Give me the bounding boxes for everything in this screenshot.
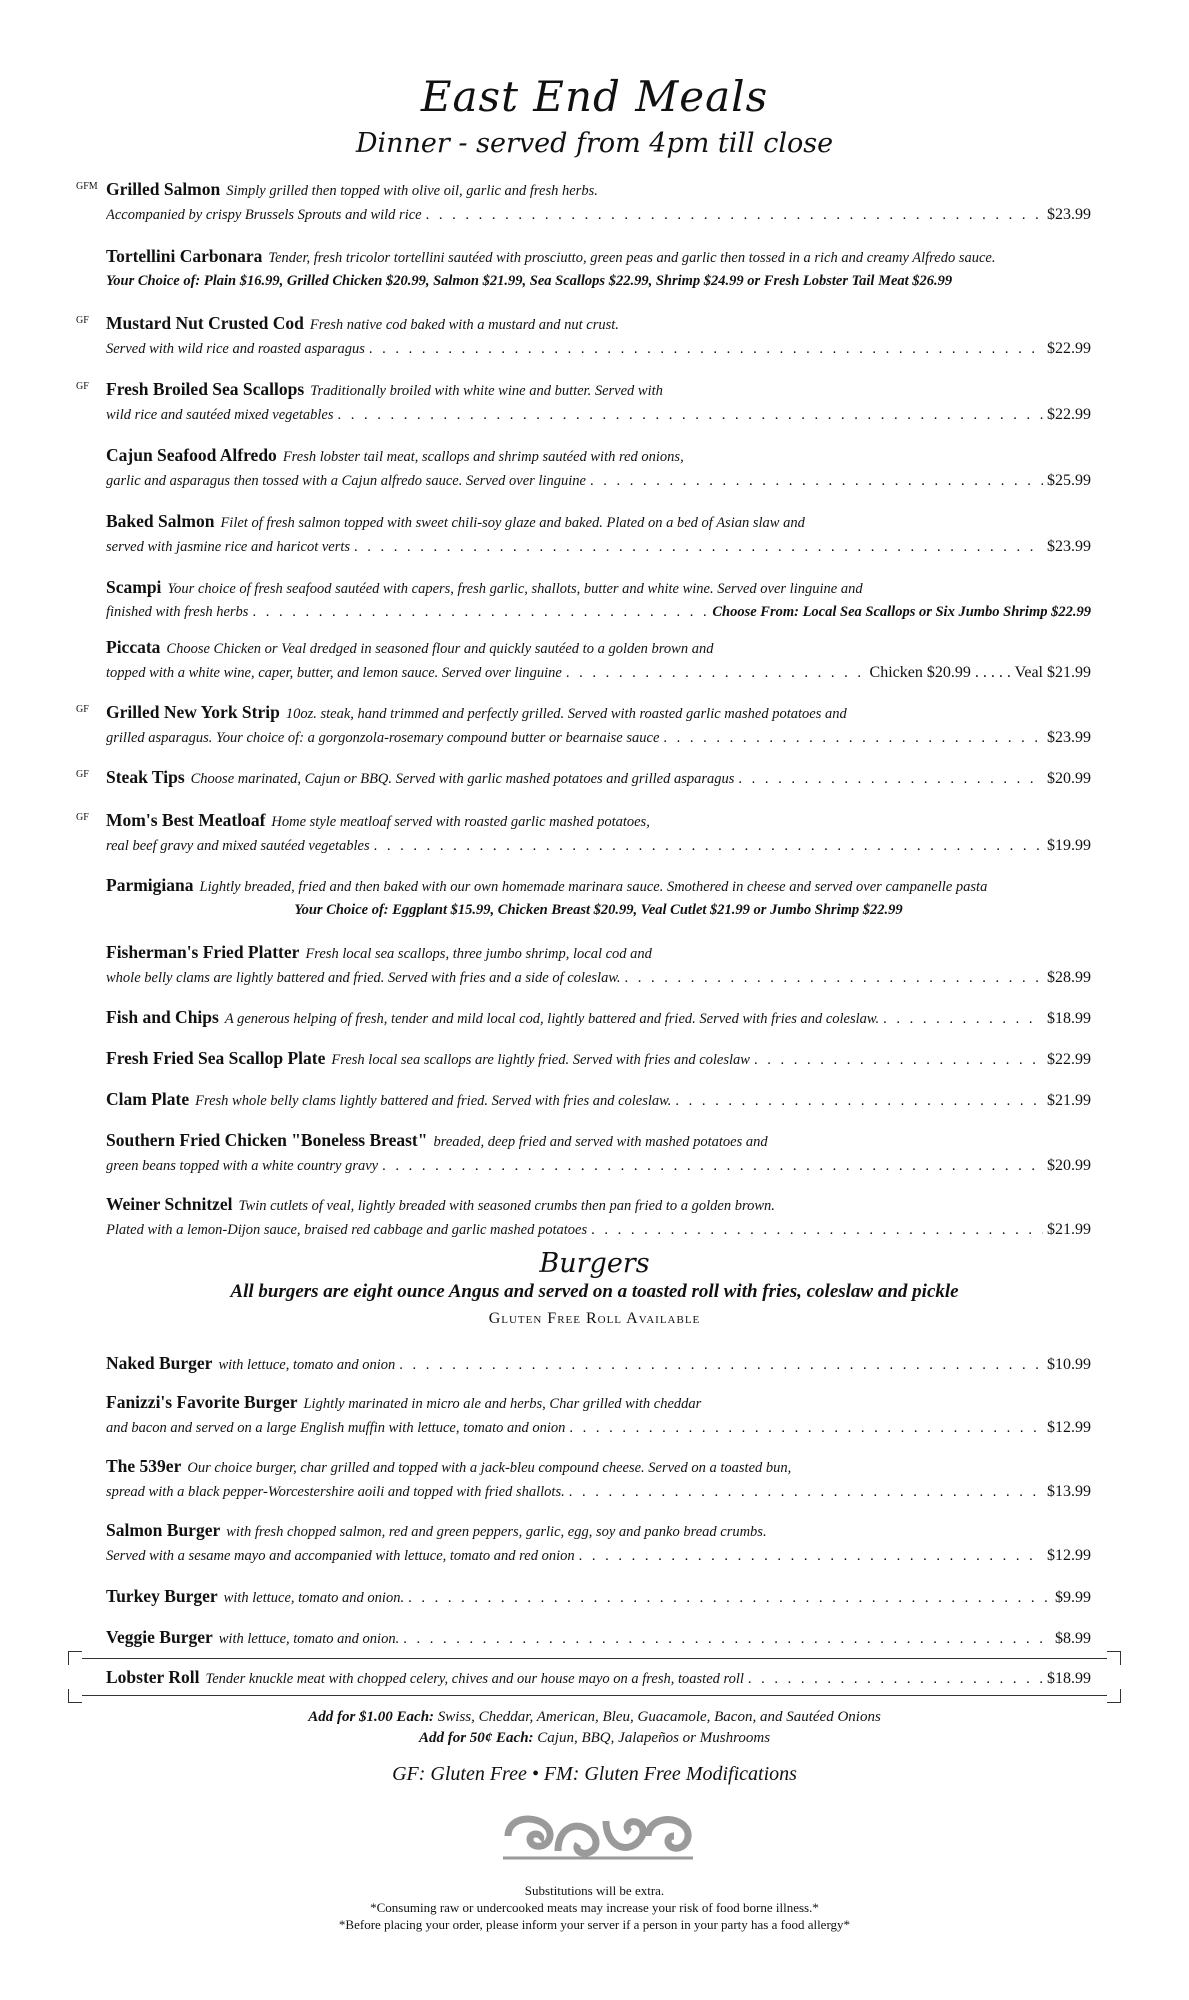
item-price: $12.99 — [1047, 1419, 1091, 1436]
item-name: Grilled Salmon — [106, 179, 221, 199]
dietary-tag: GF — [76, 769, 89, 780]
item-description: Our choice burger, char grilled and topped with a jack-bleu compound cheese. Served on a toasted bun, — [187, 1460, 792, 1476]
item-description: Traditionally broiled with white wine and butter. Served with — [310, 383, 663, 399]
menu-subtitle: Dinner - served from 4pm till close — [355, 128, 834, 159]
leader-dots — [399, 1354, 1043, 1377]
item-price: $23.99 — [1047, 206, 1091, 223]
menu-item — [76, 178, 1091, 227]
item-description: wild rice and sautéed mixed vegetables — [106, 407, 334, 423]
menu-item — [106, 636, 1091, 685]
addons-line-1 — [0, 1707, 1189, 1728]
item-price: Chicken $20.99 . . . . . Veal $21.99 — [869, 664, 1091, 681]
leader-dots — [338, 404, 1043, 427]
item-description: spread with a black pepper-Worcestershire aoili and topped with fried shallots. — [106, 1484, 565, 1500]
item-description: served with jasmine rice and haricot verts — [106, 539, 351, 555]
item-description: Choose marinated, Cajun or BBQ. Served with garlic mashed potatoes and grilled asparagus — [190, 771, 735, 787]
item-name: Veggie Burger — [106, 1627, 213, 1647]
item-description: Twin cutlets of veal, lightly breaded with seasoned crumbs then pan fried to a golden brown. — [238, 1198, 775, 1214]
menu-item — [76, 312, 1091, 361]
addon-options: Cajun, BBQ, Jalapeños or Mushrooms — [537, 1730, 771, 1746]
item-choices: Your Choice of: Eggplant $15.99, Chicken Breast $20.99, Veal Cutlet $21.99 or Jumbo Shrimp $22.99 — [294, 902, 903, 918]
leader-dots — [382, 1155, 1043, 1178]
item-name: Turkey Burger — [106, 1586, 218, 1606]
substitutions-note: Substitutions will be extra. — [524, 1883, 665, 1898]
item-price: $22.99 — [1047, 340, 1091, 357]
item-description: and bacon and served on a large English muffin with lettuce, tomato and onion — [106, 1420, 566, 1436]
item-description: whole belly clams are lightly battered and fried. Served with fries and a side of coleslaw. — [106, 970, 621, 986]
item-price: $20.99 — [1047, 1157, 1091, 1174]
leader-dots — [675, 1090, 1043, 1113]
dietary-tag: GF — [76, 704, 89, 715]
gluten-free-roll-note: Gluten Free Roll Available — [488, 1310, 701, 1327]
menu-item — [106, 245, 1091, 293]
item-name: Piccata — [106, 637, 161, 657]
item-description: Lightly breaded, fried and then baked with our own homemade marinara sauce. Smothered in cheese and served over campanelle pasta — [199, 879, 988, 895]
leader-dots — [625, 967, 1043, 990]
item-price: $10.99 — [1047, 1356, 1091, 1373]
item-name: Fisherman's Fried Platter — [106, 942, 300, 962]
leader-dots — [883, 1008, 1043, 1031]
item-name: Mom's Best Meatloaf — [106, 810, 266, 830]
leader-dots — [663, 727, 1043, 750]
frame-corner — [1107, 1689, 1121, 1703]
item-description: Simply grilled then topped with olive oil, garlic and fresh herbs. — [226, 183, 598, 199]
item-price: $9.99 — [1055, 1589, 1091, 1606]
leader-dots — [569, 1481, 1043, 1504]
item-name: Baked Salmon — [106, 511, 215, 531]
item-price: $12.99 — [1047, 1547, 1091, 1564]
item-price: $28.99 — [1047, 969, 1091, 986]
item-name: Scampi — [106, 577, 162, 597]
menu-item — [106, 1006, 1091, 1031]
item-description: with lettuce, tomato and onion. — [218, 1631, 400, 1647]
menu-title: East End Meals — [420, 72, 769, 121]
item-name: Fanizzi's Favorite Burger — [106, 1392, 298, 1412]
menu-item — [106, 576, 1091, 624]
burgers-subtitle: All burgers are eight ounce Angus and served on a toasted roll with fries, coleslaw and pickle — [230, 1281, 959, 1302]
item-name: Weiner Schnitzel — [106, 1194, 233, 1214]
item-description: garlic and asparagus then tossed with a Cajun alfredo sauce. Served over linguine — [106, 473, 586, 489]
item-description: with lettuce, tomato and onion. — [223, 1590, 405, 1606]
item-name: The 539er — [106, 1456, 182, 1476]
item-description: grilled asparagus. Your choice of: a gorgonzola-rosemary compound butter or bearnaise sauce — [106, 730, 660, 746]
frame-corner — [68, 1689, 82, 1703]
addon-label: Add for $1.00 Each: — [308, 1709, 435, 1725]
menu-item — [106, 1455, 1091, 1504]
item-description: Fresh local sea scallops, three jumbo shrimp, local cod and — [305, 946, 652, 962]
item-description: Tender knuckle meat with chopped celery, chives and our house mayo on a fresh, toasted roll — [205, 1671, 744, 1687]
dietary-tag: GF — [76, 381, 89, 392]
menu-item — [76, 378, 1091, 427]
leader-dots — [748, 1668, 1043, 1691]
item-price: $18.99 — [1047, 1670, 1091, 1687]
menu-item — [106, 510, 1091, 559]
item-description: Home style meatloaf served with roasted garlic mashed potatoes, — [271, 814, 650, 830]
item-description: with fresh chopped salmon, red and green peppers, garlic, egg, soy and panko bread crumbs. — [226, 1524, 767, 1540]
item-name: Clam Plate — [106, 1089, 190, 1109]
item-name: Southern Fried Chicken "Boneless Breast" — [106, 1130, 428, 1150]
item-name: Parmigiana — [106, 875, 194, 895]
addons-line-2 — [0, 1728, 1189, 1749]
item-description: Tender, fresh tricolor tortellini sautéed with prosciutto, green peas and garlic then tossed in a rich and creamy Alfredo sauce. — [268, 250, 996, 266]
leader-dots — [403, 1628, 1051, 1651]
menu-item — [106, 1047, 1091, 1072]
item-price: Choose From: Local Sea Scallops or Six Jumbo Shrimp $22.99 — [712, 604, 1091, 620]
frame-corner — [1107, 1651, 1121, 1665]
item-description: Served with wild rice and roasted asparagus — [106, 341, 365, 357]
item-price: $18.99 — [1047, 1010, 1091, 1027]
item-name: Mustard Nut Crusted Cod — [106, 313, 304, 333]
item-description: Accompanied by crispy Brussels Sprouts and wild rice — [106, 207, 422, 223]
decorative-ornament — [498, 1806, 698, 1866]
addon-options: Swiss, Cheddar, American, Bleu, Guacamole, Bacon, and Sautéed Onions — [437, 1709, 881, 1725]
item-price: $23.99 — [1047, 538, 1091, 555]
item-name: Grilled New York Strip — [106, 702, 280, 722]
item-description: with lettuce, tomato and onion — [218, 1357, 396, 1373]
leader-dots — [408, 1587, 1051, 1610]
leader-dots — [426, 204, 1043, 227]
leader-dots — [754, 1049, 1043, 1072]
item-name: Salmon Burger — [106, 1520, 221, 1540]
burgers-heading: Burgers — [539, 1248, 650, 1279]
menu-item — [106, 941, 1091, 990]
leader-dots — [252, 601, 708, 624]
leader-dots — [569, 1417, 1043, 1440]
item-description: 10oz. steak, hand trimmed and perfectly grilled. Served with roasted garlic mashed potatoes and — [285, 706, 847, 722]
menu-item — [106, 1129, 1091, 1178]
dietary-legend: GF: Gluten Free • FM: Gluten Free Modifications — [392, 1763, 797, 1785]
item-price: $8.99 — [1055, 1630, 1091, 1647]
leader-dots — [590, 470, 1043, 493]
item-name: Fresh Fried Sea Scallop Plate — [106, 1048, 326, 1068]
menu-item — [106, 1088, 1091, 1113]
item-description: Fresh native cod baked with a mustard and nut crust. — [309, 317, 619, 333]
menu-item — [106, 444, 1091, 493]
dietary-tag: GF — [76, 812, 89, 823]
food-safety-warning: *Consuming raw or undercooked meats may increase your risk of food borne illness.* — [370, 1900, 819, 1915]
item-description: Fresh lobster tail meat, scallops and shrimp sautéed with red onions, — [282, 449, 684, 465]
item-name: Fish and Chips — [106, 1007, 219, 1027]
item-price: $20.99 — [1047, 770, 1091, 787]
leader-dots — [566, 662, 866, 685]
item-description: Filet of fresh salmon topped with sweet chili-soy glaze and baked. Plated on a bed of Asian slaw and — [220, 515, 805, 531]
item-description: finished with fresh herbs — [106, 604, 249, 620]
leader-dots — [591, 1219, 1043, 1242]
item-description: A generous helping of fresh, tender and mild local cod, lightly battered and fried. Served with fries and coleslaw. — [224, 1011, 880, 1027]
leader-dots — [374, 835, 1043, 858]
menu-item — [106, 1193, 1091, 1242]
item-name: Cajun Seafood Alfredo — [106, 445, 277, 465]
menu-item — [106, 874, 1091, 922]
item-description: Lightly marinated in micro ale and herbs, Char grilled with cheddar — [303, 1396, 702, 1412]
item-price: $25.99 — [1047, 472, 1091, 489]
leader-dots — [579, 1545, 1043, 1568]
menu-item — [76, 766, 1091, 791]
item-price: $23.99 — [1047, 729, 1091, 746]
item-price: $21.99 — [1047, 1221, 1091, 1238]
item-description: Fresh local sea scallops are lightly fried. Served with fries and coleslaw — [331, 1052, 750, 1068]
item-price: $21.99 — [1047, 1092, 1091, 1109]
item-description: Plated with a lemon-Dijon sauce, braised red cabbage and garlic mashed potatoes — [106, 1222, 588, 1238]
addon-label: Add for 50¢ Each: — [418, 1730, 534, 1746]
allergy-notice: *Before placing your order, please inform your server if a person in your party has a food allergy* — [338, 1917, 851, 1932]
leader-dots — [354, 536, 1043, 559]
item-price: $13.99 — [1047, 1483, 1091, 1500]
menu-item — [76, 701, 1091, 750]
item-name: Fresh Broiled Sea Scallops — [106, 379, 305, 399]
item-choices: Your Choice of: Plain $16.99, Grilled Chicken $20.99, Salmon $21.99, Sea Scallops $22.99, Shrimp $24.99 or Fresh Lobster Tail Meat $26.99 — [106, 273, 953, 289]
menu-item — [106, 1666, 1091, 1691]
dietary-tag: GF — [76, 315, 89, 326]
item-name: Steak Tips — [106, 767, 185, 787]
dietary-tag: GFM — [76, 181, 98, 192]
item-description: Choose Chicken or Veal dredged in seasoned flour and quickly sautéed to a golden brown and — [166, 641, 714, 657]
item-description: green beans topped with a white country gravy — [106, 1158, 379, 1174]
menu-item — [106, 1519, 1091, 1568]
menu-item — [106, 1626, 1091, 1651]
item-name: Tortellini Carbonara — [106, 246, 263, 266]
item-price: $22.99 — [1047, 406, 1091, 423]
frame-corner — [68, 1651, 82, 1665]
item-description: topped with a white wine, caper, butter, and lemon sauce. Served over linguine — [106, 665, 562, 681]
leader-dots — [369, 338, 1043, 361]
item-price: $22.99 — [1047, 1051, 1091, 1068]
item-description: Your choice of fresh seafood sautéed with capers, fresh garlic, shallots, butter and white wine. Served over linguine and — [167, 581, 863, 597]
menu-item — [106, 1352, 1091, 1377]
item-description: real beef gravy and mixed sautéed vegetables — [106, 838, 370, 854]
item-description: Served with a sesame mayo and accompanied with lettuce, tomato and red onion — [106, 1548, 575, 1564]
menu-item — [106, 1585, 1091, 1610]
item-name: Naked Burger — [106, 1353, 213, 1373]
leader-dots — [738, 768, 1043, 791]
item-description: Fresh whole belly clams lightly battered and fried. Served with fries and coleslaw. — [195, 1093, 672, 1109]
item-description: breaded, deep fried and served with mashed potatoes and — [433, 1134, 768, 1150]
item-price: $19.99 — [1047, 837, 1091, 854]
item-name: Lobster Roll — [106, 1667, 200, 1687]
menu-item — [106, 1391, 1091, 1440]
menu-item — [76, 809, 1091, 858]
